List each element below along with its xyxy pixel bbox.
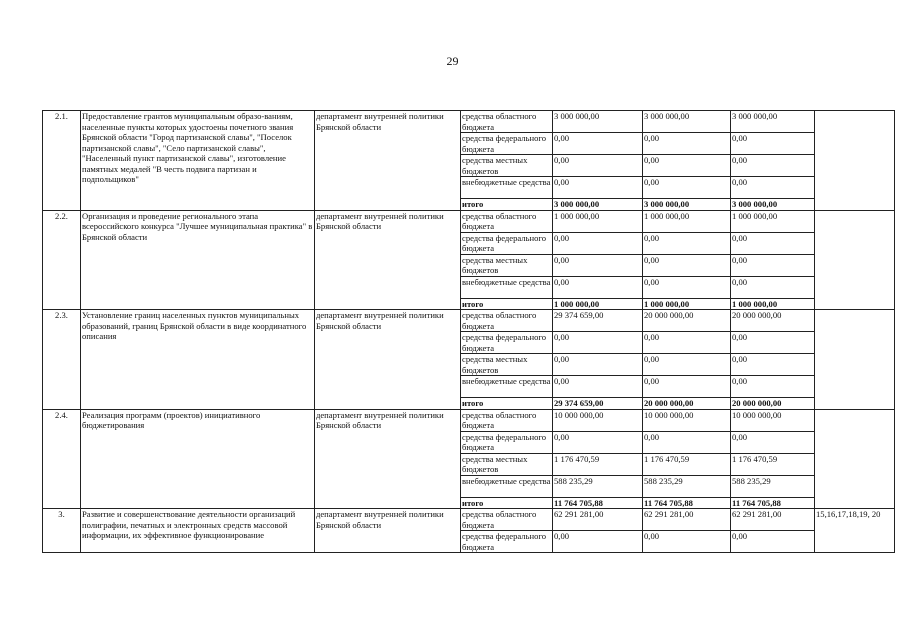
budget-table xyxy=(42,110,895,553)
item-executor: департамент внутренней политики Брянской области xyxy=(315,409,461,509)
item-name: Развитие и совершенствование деятельности организаций полиграфии, печатных и электронных средств массовой информации, их эффективное функционирование xyxy=(81,509,315,553)
amount-year-1: 1 176 470,59 xyxy=(553,453,643,475)
amount-year-1: 0,00 xyxy=(553,531,643,553)
amount-year-2: 0,00 xyxy=(643,531,731,553)
funding-source: средства областного бюджета xyxy=(461,409,553,431)
funding-source: итого xyxy=(461,497,553,509)
page-number: 29 xyxy=(446,54,459,68)
item-number: 3. xyxy=(43,509,81,553)
item-indicators xyxy=(815,210,895,310)
amount-year-3: 0,00 xyxy=(731,155,815,177)
amount-year-3: 0,00 xyxy=(731,531,815,553)
amount-year-1: 10 000 000,00 xyxy=(553,409,643,431)
amount-year-1: 0,00 xyxy=(553,431,643,453)
funding-source: итого xyxy=(461,298,553,310)
amount-year-2: 11 764 705,88 xyxy=(643,497,731,509)
item-name: Установление границ населенных пунктов муниципальных образований, границ Брянской области в виде координатного описания xyxy=(81,310,315,410)
funding-source: средства местных бюджетов xyxy=(461,155,553,177)
item-indicators xyxy=(815,409,895,509)
amount-year-2: 0,00 xyxy=(643,276,731,298)
table-row xyxy=(43,111,895,133)
amount-year-1: 62 291 281,00 xyxy=(553,509,643,531)
amount-year-2: 3 000 000,00 xyxy=(643,199,731,211)
amount-year-1: 0,00 xyxy=(553,354,643,376)
table-row xyxy=(43,409,895,431)
amount-year-1: 0,00 xyxy=(553,177,643,199)
amount-year-3: 10 000 000,00 xyxy=(731,409,815,431)
amount-year-3: 3 000 000,00 xyxy=(731,199,815,211)
amount-year-2: 0,00 xyxy=(643,155,731,177)
amount-year-2: 3 000 000,00 xyxy=(643,111,731,133)
amount-year-2: 0,00 xyxy=(643,376,731,398)
table-row xyxy=(43,509,895,531)
funding-source: средства федерального бюджета xyxy=(461,133,553,155)
table-row xyxy=(43,210,895,232)
funding-source: средства областного бюджета xyxy=(461,310,553,332)
amount-year-1: 29 374 659,00 xyxy=(553,310,643,332)
amount-year-3: 0,00 xyxy=(731,376,815,398)
amount-year-2: 20 000 000,00 xyxy=(643,398,731,410)
funding-source: средства федерального бюджета xyxy=(461,232,553,254)
amount-year-3: 20 000 000,00 xyxy=(731,398,815,410)
amount-year-3: 0,00 xyxy=(731,276,815,298)
funding-source: средства федерального бюджета xyxy=(461,531,553,553)
amount-year-1: 0,00 xyxy=(553,332,643,354)
funding-source: итого xyxy=(461,398,553,410)
item-number: 2.3. xyxy=(43,310,81,410)
item-indicators: 15,16,17,18,19, 20 xyxy=(815,509,895,553)
amount-year-2: 0,00 xyxy=(643,431,731,453)
amount-year-2: 1 176 470,59 xyxy=(643,453,731,475)
amount-year-2: 0,00 xyxy=(643,332,731,354)
item-executor: департамент внутренней политики Брянской области xyxy=(315,111,461,211)
amount-year-3: 3 000 000,00 xyxy=(731,111,815,133)
amount-year-3: 1 000 000,00 xyxy=(731,210,815,232)
item-number: 2.1. xyxy=(43,111,81,211)
funding-source: итого xyxy=(461,199,553,211)
amount-year-3: 0,00 xyxy=(731,232,815,254)
amount-year-2: 0,00 xyxy=(643,354,731,376)
amount-year-1: 0,00 xyxy=(553,133,643,155)
amount-year-3: 0,00 xyxy=(731,332,815,354)
funding-source: средства местных бюджетов xyxy=(461,254,553,276)
item-name: Предоставление грантов муниципальным образо-ваниям, населенные пункты которых удостоены почетного звания Брянской области "Город партизанской славы", "Поселок партизанской славы", "Село партизанской славы", "Населенный пункт партизанской славы", изготовление памятных медалей "В честь подвига партизан и подпольщиков" xyxy=(81,111,315,211)
amount-year-3: 0,00 xyxy=(731,431,815,453)
amount-year-2: 0,00 xyxy=(643,232,731,254)
funding-source: средства областного бюджета xyxy=(461,509,553,531)
amount-year-3: 588 235,29 xyxy=(731,475,815,497)
funding-source: средства областного бюджета xyxy=(461,111,553,133)
item-executor: департамент внутренней политики Брянской области xyxy=(315,310,461,410)
item-number: 2.2. xyxy=(43,210,81,310)
amount-year-1: 0,00 xyxy=(553,254,643,276)
amount-year-1: 1 000 000,00 xyxy=(553,210,643,232)
amount-year-2: 1 000 000,00 xyxy=(643,210,731,232)
funding-source: внебюджетные средства xyxy=(461,177,553,199)
table-row xyxy=(43,310,895,332)
amount-year-2: 0,00 xyxy=(643,177,731,199)
amount-year-3: 0,00 xyxy=(731,177,815,199)
amount-year-3: 20 000 000,00 xyxy=(731,310,815,332)
item-name: Организация и проведение регионального этапа всероссийского конкурса "Лучшее муниципальная практика" в Брянской области xyxy=(81,210,315,310)
amount-year-1: 3 000 000,00 xyxy=(553,199,643,211)
amount-year-1: 0,00 xyxy=(553,232,643,254)
amount-year-3: 11 764 705,88 xyxy=(731,497,815,509)
funding-source: средства областного бюджета xyxy=(461,210,553,232)
item-name: Реализация программ (проектов) инициативного бюджетирования xyxy=(81,409,315,509)
funding-source: средства местных бюджетов xyxy=(461,354,553,376)
funding-source: средства федерального бюджета xyxy=(461,431,553,453)
funding-source: внебюджетные средства xyxy=(461,376,553,398)
item-number: 2.4. xyxy=(43,409,81,509)
amount-year-1: 0,00 xyxy=(553,376,643,398)
amount-year-3: 62 291 281,00 xyxy=(731,509,815,531)
amount-year-2: 588 235,29 xyxy=(643,475,731,497)
amount-year-2: 1 000 000,00 xyxy=(643,298,731,310)
funding-source: внебюджетные средства xyxy=(461,276,553,298)
item-indicators xyxy=(815,310,895,410)
amount-year-1: 0,00 xyxy=(553,276,643,298)
amount-year-2: 0,00 xyxy=(643,133,731,155)
amount-year-3: 1 000 000,00 xyxy=(731,298,815,310)
amount-year-1: 0,00 xyxy=(553,155,643,177)
amount-year-1: 11 764 705,88 xyxy=(553,497,643,509)
amount-year-2: 0,00 xyxy=(643,254,731,276)
amount-year-3: 0,00 xyxy=(731,254,815,276)
amount-year-1: 588 235,29 xyxy=(553,475,643,497)
item-executor: департамент внутренней политики Брянской области xyxy=(315,210,461,310)
funding-source: внебюджетные средства xyxy=(461,475,553,497)
amount-year-3: 1 176 470,59 xyxy=(731,453,815,475)
amount-year-2: 20 000 000,00 xyxy=(643,310,731,332)
amount-year-1: 1 000 000,00 xyxy=(553,298,643,310)
item-executor: департамент внутренней политики Брянской области xyxy=(315,509,461,553)
funding-source: средства местных бюджетов xyxy=(461,453,553,475)
amount-year-3: 0,00 xyxy=(731,133,815,155)
amount-year-2: 10 000 000,00 xyxy=(643,409,731,431)
amount-year-2: 62 291 281,00 xyxy=(643,509,731,531)
amount-year-1: 29 374 659,00 xyxy=(553,398,643,410)
item-indicators xyxy=(815,111,895,211)
amount-year-1: 3 000 000,00 xyxy=(553,111,643,133)
funding-source: средства федерального бюджета xyxy=(461,332,553,354)
amount-year-3: 0,00 xyxy=(731,354,815,376)
